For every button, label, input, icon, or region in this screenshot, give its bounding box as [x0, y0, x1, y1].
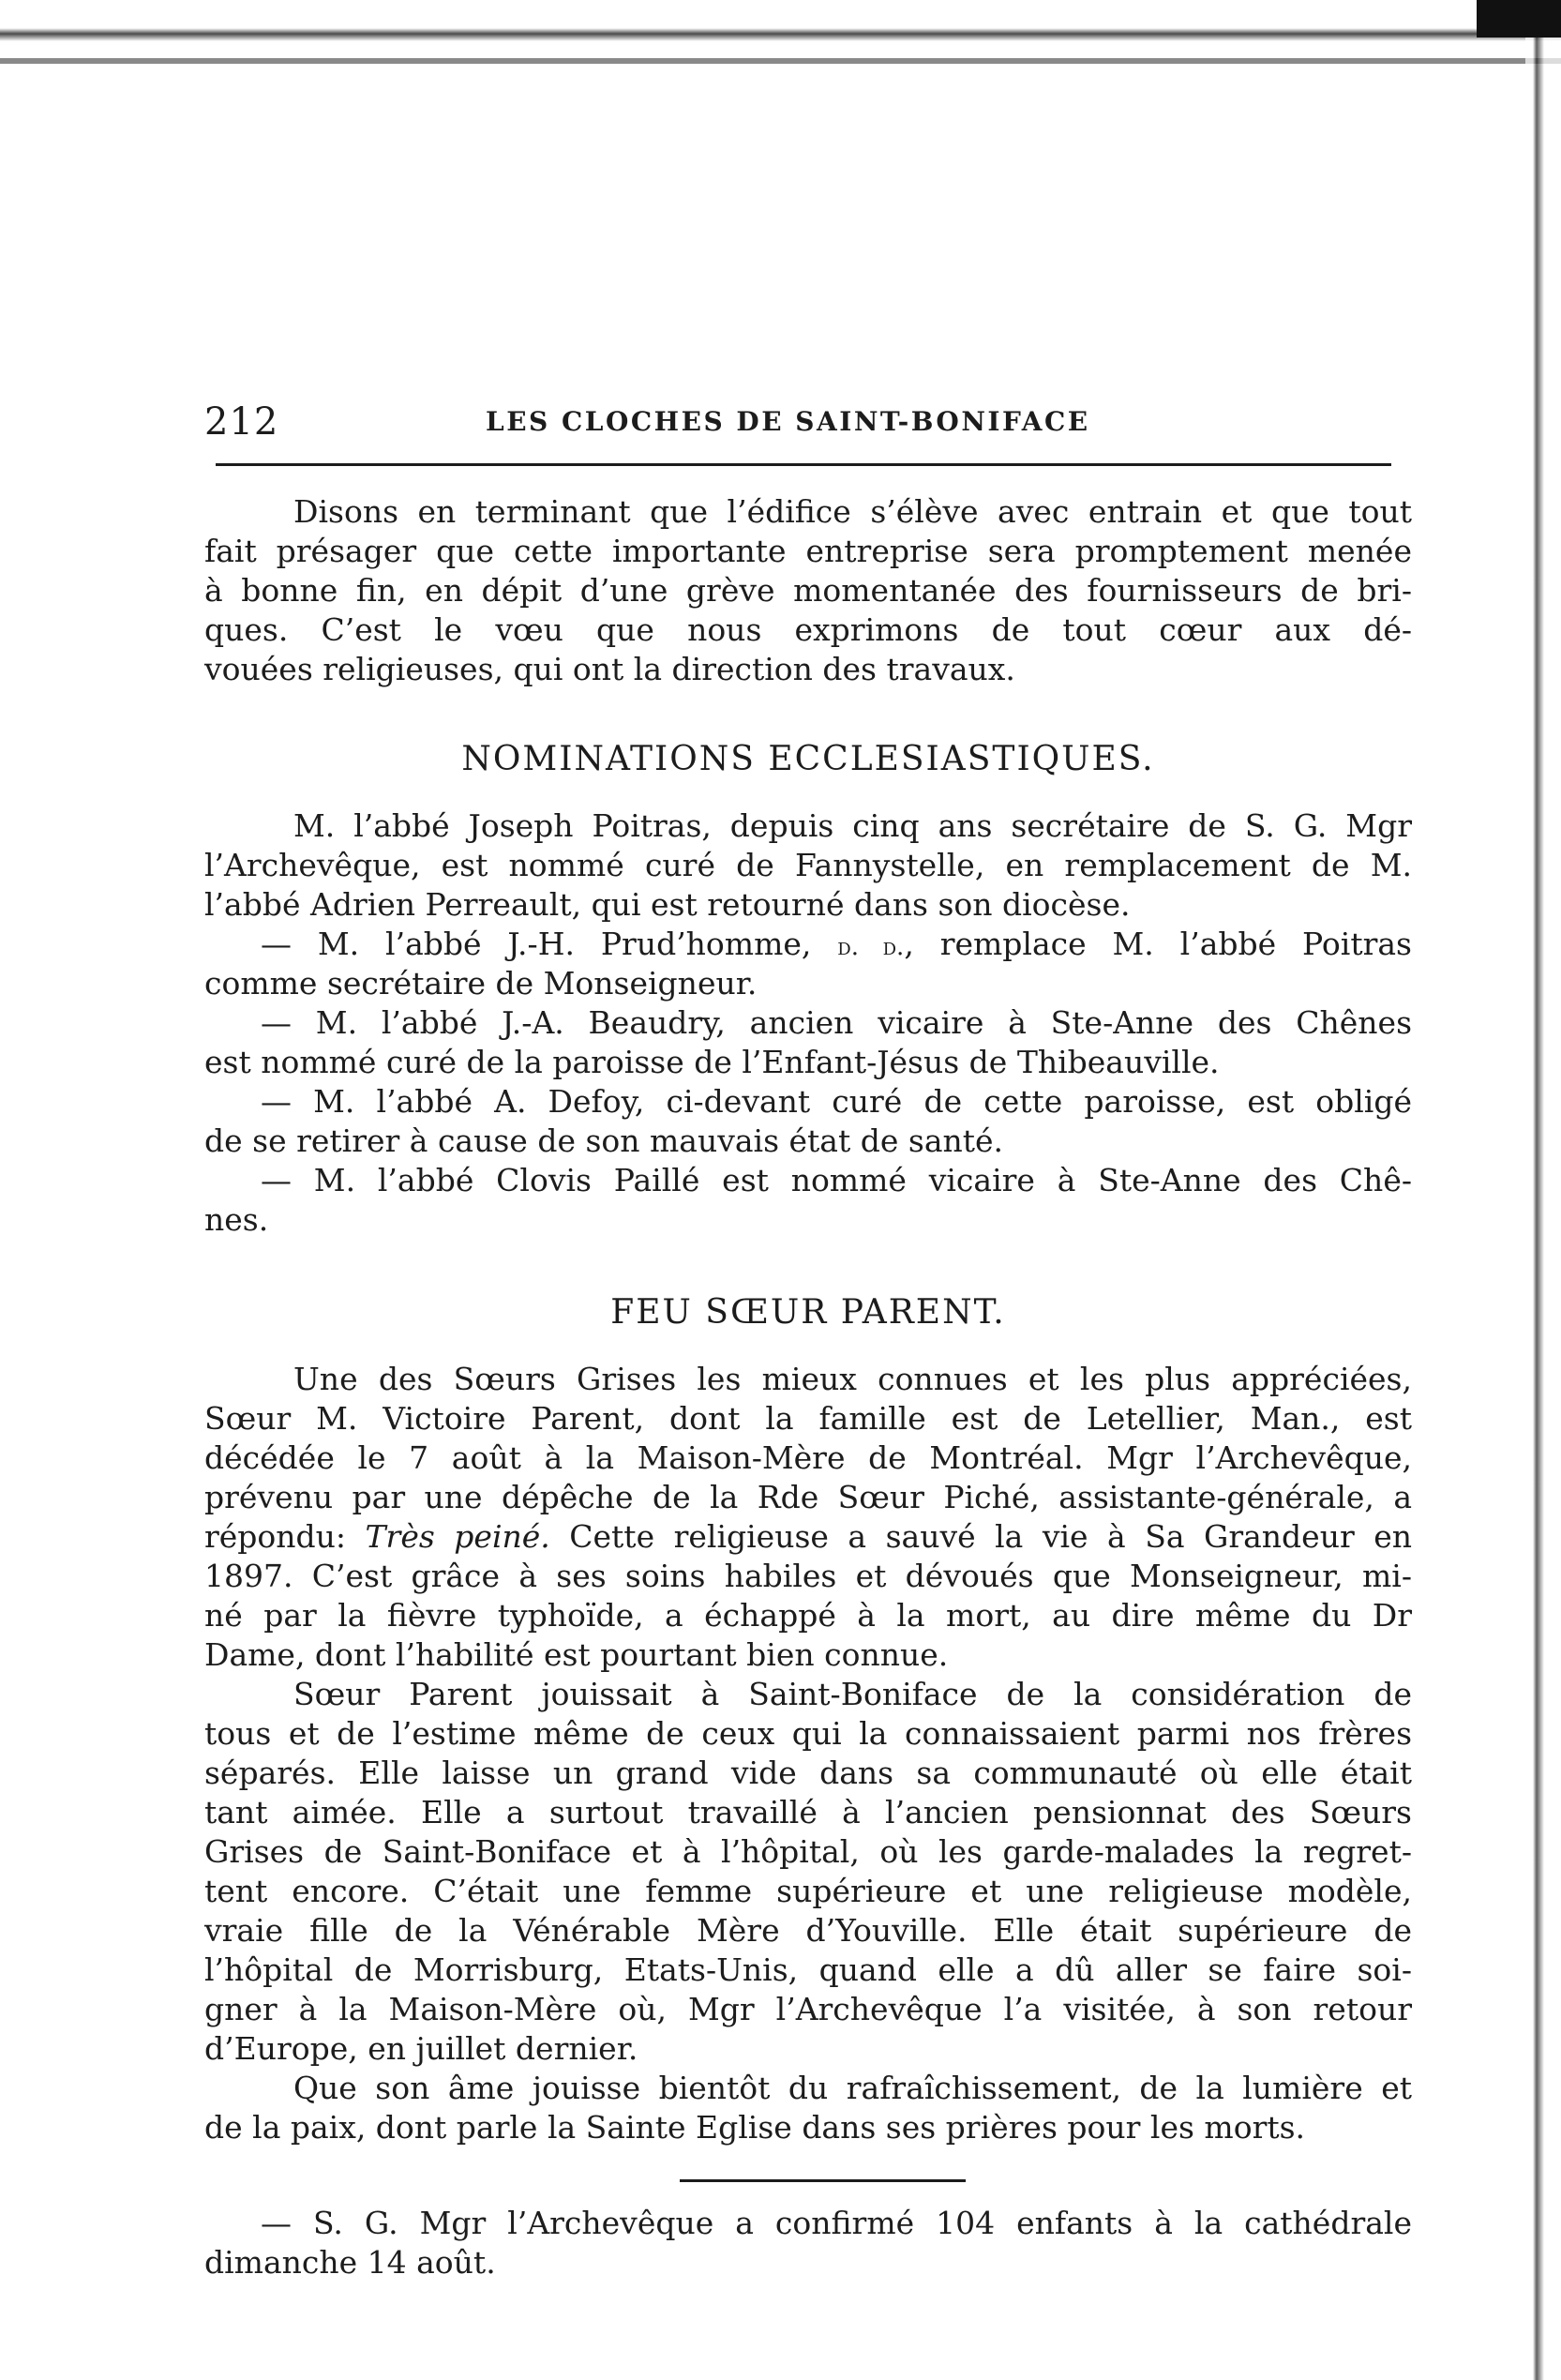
- intro-paragraph: [204, 492, 1412, 689]
- text-line: né par la fièvre typhoïde, a échappé à la mort, au dire même du Dr: [204, 1597, 1412, 1634]
- scan-corner-shadow: [1477, 0, 1561, 38]
- text-line: M. l’abbé Joseph Poitras, depuis cinq ans secrétaire de S. G. Mgr: [293, 807, 1412, 844]
- text-line: [204, 925, 1412, 964]
- closing-note: [204, 2204, 1412, 2282]
- telegram-quote: Très peiné.: [365, 1518, 550, 1555]
- text-line: — M. l’abbé Clovis Paillé est nommé vicaire à Ste-Anne des Chê-: [261, 1162, 1412, 1198]
- text-line: gner à la Maison-Mère où, Mgr l’Archevêque l’a visitée, à son retour: [204, 1991, 1412, 2027]
- text-line: Sœur Parent jouissait à Saint-Boniface de la considération de: [293, 1676, 1412, 1712]
- text-line: de la paix, dont parle la Sainte Eglise dans ses prières pour les morts.: [204, 2109, 1306, 2146]
- text-line: l’Archevêque, est nommé curé de Fannystelle, en remplacement de M.: [204, 847, 1412, 883]
- scan-right-edge: [1525, 0, 1561, 2380]
- header-rule: [216, 463, 1391, 466]
- text-line: — M. l’abbé A. Defoy, ci-devant curé de cette paroisse, est obligé: [261, 1083, 1412, 1120]
- text-line: à bonne fin, en dépit d’une grève momentanée des fournisseurs de bri-: [204, 572, 1412, 609]
- text-line: — S. G. Mgr l’Archevêque a confirmé 104 enfants à la cathédrale: [261, 2205, 1412, 2241]
- text-line: 1897. C’est grâce à ses soins habiles et dévoués que Monseigneur, mi-: [204, 1558, 1412, 1594]
- text-line: séparés. Elle laisse un grand vide dans sa communauté où elle était: [204, 1755, 1412, 1791]
- text-line: vouées religieuses, qui ont la direction des travaux.: [204, 651, 1015, 687]
- page-header: [204, 394, 1395, 450]
- text-line: comme secrétaire de Monseigneur.: [204, 965, 758, 1002]
- text-line: tant aimée. Elle a surtout travaillé à l’ancien pensionnat des Sœurs: [204, 1794, 1412, 1830]
- text-line: — M. l’abbé J.-A. Beaudry, ancien vicaire à Ste-Anne des Chênes: [261, 1004, 1412, 1041]
- text-line: tous et de l’estime même de ceux qui la connaissaient parmi nos frères: [204, 1715, 1412, 1752]
- text-line: d’Europe, en juillet dernier.: [204, 2030, 638, 2067]
- text-line: est nommé curé de la paroisse de l’Enfant-Jésus de Thibeauville.: [204, 1044, 1220, 1080]
- text-line: Que son âme jouisse bientôt du rafraîchissement, de la lumière et: [293, 2070, 1412, 2106]
- text-line: [204, 1517, 1412, 1557]
- section-heading-nominations: NOMINATIONS ECCLESIASTIQUES.: [461, 740, 1155, 778]
- section-heading-feu-soeur: FEU SŒUR PARENT.: [610, 1293, 1006, 1332]
- page-number: 212: [204, 400, 279, 444]
- text-line: l’abbé Adrien Perreault, qui est retourné dans son diocèse.: [204, 886, 1131, 923]
- text-line: Disons en terminant que l’édifice s’élève avec entrain et que tout: [293, 493, 1412, 530]
- text-line: dimanche 14 août.: [204, 2244, 496, 2281]
- text-fragment: — M. l’abbé J.-H. Prud’homme,: [261, 926, 812, 962]
- text-line: nes.: [204, 1201, 269, 1238]
- scan-top-edge-shadow: [0, 58, 1561, 64]
- text-fragment: , remplace M. l’abbé Poitras: [904, 926, 1412, 962]
- running-title: LES CLOCHES DE SAINT-BONIFACE: [486, 406, 1090, 437]
- text-line: décédée le 7 août à la Maison-Mère de Montréal. Mgr l’Archevêque,: [204, 1439, 1412, 1476]
- text-line: Sœur M. Victoire Parent, dont la famille est de Letellier, Man., est: [204, 1400, 1412, 1437]
- text-line: vraie fille de la Vénérable Mère d’Youville. Elle était supérieure de: [204, 1912, 1412, 1949]
- feu-soeur-section: [204, 1360, 1412, 2147]
- text-line: prévenu par une dépêche de la Rde Sœur Piché, assistante-générale, a: [204, 1479, 1412, 1515]
- text-line: Grises de Saint-Boniface et à l’hôpital, où les garde-malades la regret-: [204, 1833, 1412, 1870]
- nominations-section: [204, 806, 1412, 1240]
- scan-top-edge: [0, 0, 1561, 56]
- degree-abbreviation: d. d.: [837, 933, 905, 961]
- text-line: Dame, dont l’habilité est pourtant bien connue.: [204, 1636, 949, 1673]
- separator-rule: [680, 2179, 966, 2182]
- text-line: tent encore. C’était une femme supérieure et une religieuse modèle,: [204, 1873, 1412, 1909]
- text-line: de se retirer à cause de son mauvais état de santé.: [204, 1122, 1004, 1159]
- text-line: Une des Sœurs Grises les mieux connues et les plus appréciées,: [293, 1361, 1412, 1397]
- text-line: ques. C’est le vœu que nous exprimons de tout cœur aux dé-: [204, 611, 1412, 648]
- text-fragment: répondu:: [204, 1518, 366, 1555]
- text-fragment: Cette religieuse a sauvé la vie à Sa Grandeur en: [549, 1518, 1412, 1555]
- text-line: fait présager que cette importante entreprise sera promptement menée: [204, 533, 1412, 569]
- text-line: l’hôpital de Morrisburg, Etats-Unis, quand elle a dû aller se faire soi-: [204, 1951, 1412, 1988]
